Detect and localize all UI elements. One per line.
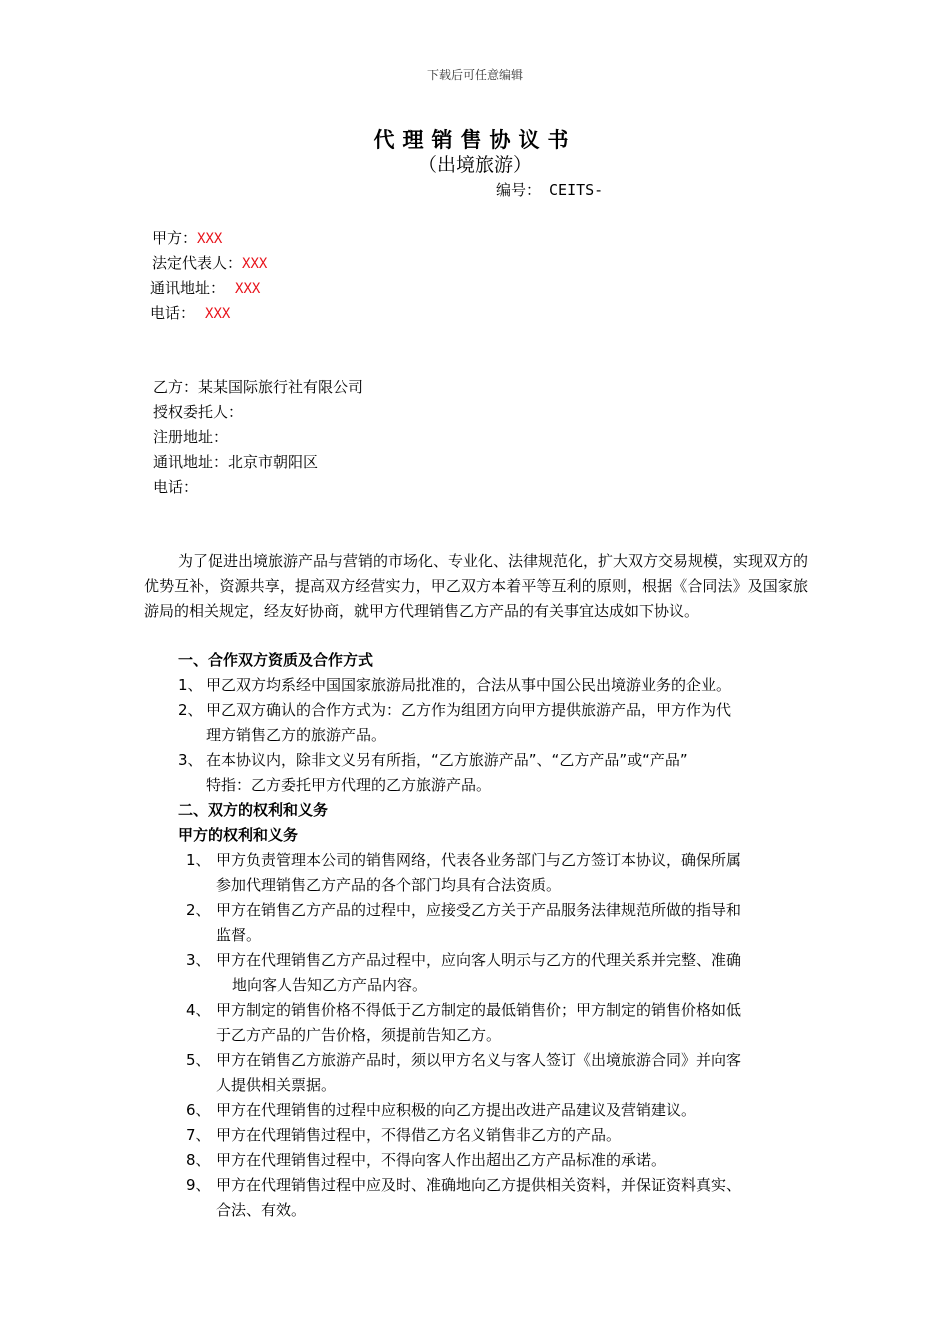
list-item: 3、 [186,951,211,969]
list-item: 1、 [178,676,203,694]
list-item: 3、 [178,751,203,769]
list-item: 1、 [186,851,211,869]
list-item-text: 甲方制定的销售价格不得低于乙方制定的最低销售价；甲方制定的销售价格如低 [216,1001,742,1019]
list-item: 8、 [186,1151,211,1169]
list-item: 2、 [178,701,203,719]
list-item: 7、 [186,1126,211,1144]
serial-number [496,179,603,200]
party-b-label: 乙方： [153,378,199,396]
legal-rep-label: 法定代表人： [152,254,243,272]
list-item-text: 于乙方产品的广告价格，须提前告知乙方。 [216,1026,502,1044]
list-item-text: 甲乙双方均系经中国国家旅游局批准的，合法从事中国公民出境游业务的企业。 [206,676,732,694]
list-item: 2、 [186,901,211,919]
reg-address-label: 注册地址： [153,428,229,446]
list-item-text: 理方销售乙方的旅游产品。 [206,726,387,744]
party-b-registered-address [153,426,228,447]
party-b-name [153,376,363,397]
document-title: 代理销售协议书 [373,128,577,152]
document-subtitle: （出境旅游） [417,154,532,176]
serial-label: 编号： [496,181,542,199]
party-b-phone [153,476,198,497]
agent-label: 授权委托人： [153,403,244,421]
list-item-text: 甲乙双方确认的合作方式为：乙方作为组团方向甲方提供旅游产品，甲方作为代 [206,701,732,719]
list-item-text: 甲方在代理销售过程中，不得借乙方名义销售非乙方的产品。 [216,1126,622,1144]
list-item-text: 合法、有效。 [216,1201,307,1219]
list-item-text: 甲方在代理销售乙方产品过程中，应向客人明示与乙方的代理关系并完整、准确 [216,951,742,969]
list-item-text: 地向客人告知乙方产品内容。 [232,976,428,994]
mail-address-value: 北京市朝阳区 [228,453,319,471]
party-a-name [152,227,222,248]
address-label: 通讯地址： [150,279,226,297]
party-a-address [150,277,260,298]
party-b-authorized-agent [153,401,243,422]
list-item-text: 在本协议内，除非文义另有所指，“乙方旅游产品”、“乙方产品”或“产品” [206,751,688,769]
party-a-legal-rep [152,252,267,273]
list-item-text: 甲方在代理销售的过程中应积极的向乙方提出改进产品建议及营销建议。 [216,1101,697,1119]
party-a-value: XXX [197,231,223,247]
party-a-label: 甲方： [152,229,198,247]
list-item: 9、 [186,1176,211,1194]
phone-value: XXX [205,306,231,322]
list-item-text: 参加代理销售乙方产品的各个部门均具有合法资质。 [216,876,562,894]
list-item-text: 甲方在代理销售过程中，不得向客人作出超出乙方产品标准的承诺。 [216,1151,667,1169]
legal-rep-value: XXX [242,256,268,272]
header-note: 下载后可任意编辑 [426,68,523,82]
party-b-mail-address [153,451,318,472]
phone-label: 电话： [150,304,196,322]
party-b-phone-label: 电话： [153,478,199,496]
list-item-text: 特指：乙方委托甲方代理的乙方旅游产品。 [206,776,492,794]
section-2-subheading: 甲方的权利和义务 [178,826,299,844]
list-item-text: 甲方在销售乙方旅游产品时，须以甲方名义与客人签订《出境旅游合同》并向客 [216,1051,742,1069]
party-b-value: 某某国际旅行社有限公司 [198,378,364,396]
list-item-text: 甲方在销售乙方产品的过程中，应接受乙方关于产品服务法律规范所做的指导和 [216,901,742,919]
list-item: 6、 [186,1101,211,1119]
list-item-text: 监督。 [216,926,262,944]
list-item: 4、 [186,1001,211,1019]
party-a-phone [150,302,230,323]
list-item-text: 甲方负责管理本公司的销售网络，代表各业务部门与乙方签订本协议，确保所属 [216,851,742,869]
list-item-text: 人提供相关票据。 [216,1076,337,1094]
section-1-heading: 一、合作双方资质及合作方式 [178,651,374,669]
list-item: 5、 [186,1051,211,1069]
list-item-text: 甲方在代理销售过程中应及时、准确地向乙方提供相关资料，并保证资料真实、 [216,1176,742,1194]
section-2-heading: 二、双方的权利和义务 [178,801,329,819]
intro-paragraph: 为了促进出境旅游产品与营销的市场化、专业化、法律规范化，扩大双方交易规模，实现双方的优势互补，资源共享，提高双方经营实力，甲乙双方本着平等互利的原则，根据《合同法》及国家旅游局的相关规定，经友好协商，就甲方代理销售乙方产品的有关事宜达成如下协议。 [144,552,809,620]
mail-address-label: 通讯地址： [153,453,229,471]
serial-value: CEITS- [549,181,604,199]
address-value: XXX [235,281,261,297]
